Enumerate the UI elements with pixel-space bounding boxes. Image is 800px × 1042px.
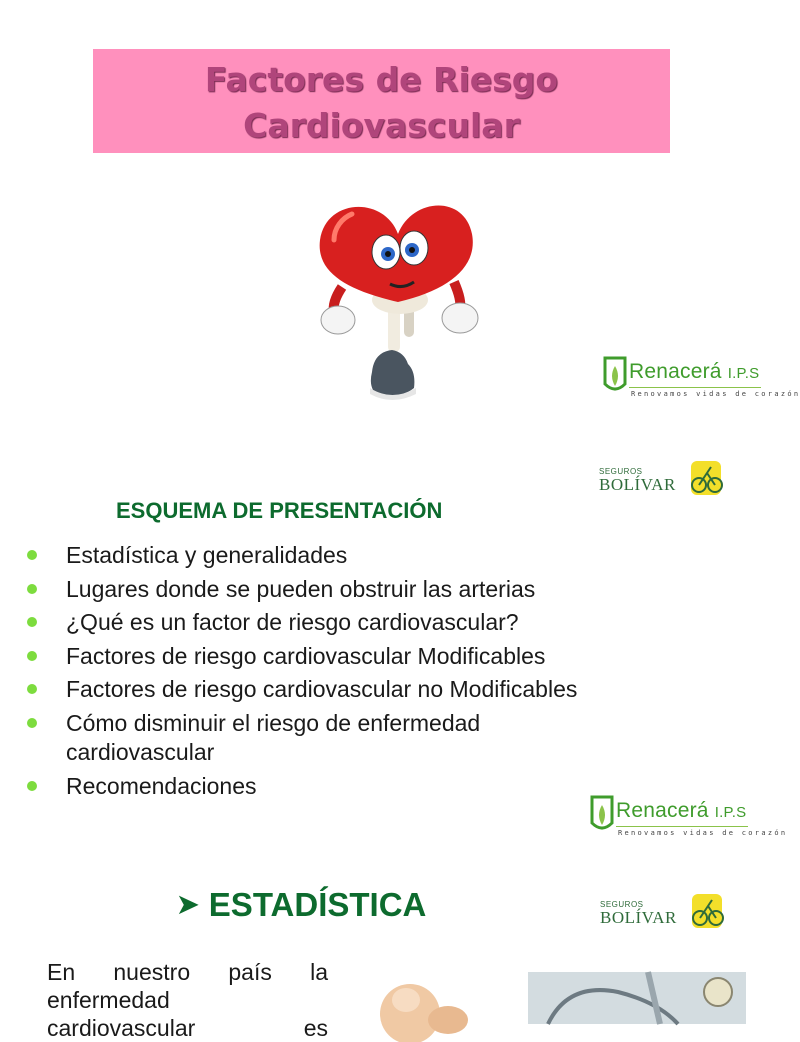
list-item: Recomendaciones — [24, 772, 724, 801]
renacera-brand: Renacerá I.P.S — [629, 360, 760, 383]
renacera-leaf-icon — [588, 793, 616, 837]
cyclist-icon — [688, 892, 728, 932]
renacera-logo-top — [601, 354, 800, 406]
bolivar-small-text: SEGUROS — [600, 900, 644, 909]
bolivar-small-text: SEGUROS — [599, 467, 643, 476]
renacera-tagline: Renovamos vidas de corazón — [631, 390, 800, 398]
renacera-leaf-icon — [601, 354, 629, 398]
title-line-1: Factores de Riesgo — [204, 60, 559, 99]
bolivar-logo-bottom — [600, 892, 730, 934]
arrow-right-icon: ➤ — [177, 889, 199, 919]
bolivar-big-text: BOLÍVAR — [600, 908, 677, 927]
title-line-2: Cardiovascular — [243, 106, 520, 145]
bullet-dot-icon — [27, 718, 37, 728]
list-item: Cómo disminuir el riesgo de enfermedad cardiovascular — [24, 709, 544, 767]
bullet-dot-icon — [27, 617, 37, 627]
heart-hands-photo — [360, 970, 480, 1024]
renacera-logo-bottom — [588, 793, 788, 845]
outline-list — [24, 541, 724, 805]
bolivar-big-text: BOLÍVAR — [599, 475, 676, 494]
list-item: Factores de riesgo cardiovascular no Modificables — [24, 675, 724, 704]
cyclist-icon — [687, 459, 727, 499]
title-banner — [93, 49, 670, 153]
outline-heading: ESQUEMA DE PRESENTACIÓN — [116, 498, 443, 523]
stethoscope-photo — [528, 972, 746, 1024]
bullet-dot-icon — [27, 584, 37, 594]
bullet-dot-icon — [27, 684, 37, 694]
heart-mascot-image — [312, 192, 484, 406]
bullet-dot-icon — [27, 550, 37, 560]
renacera-tagline: Renovamos vidas de corazón — [618, 829, 788, 837]
bullet-dot-icon — [27, 651, 37, 661]
statistics-heading: ➤ ESTADÍSTICA — [177, 886, 427, 923]
statistics-paragraph: En nuestro país la enfermedad cardiovascular es — [47, 959, 328, 1041]
list-item: Lugares donde se pueden obstruir las arterias — [24, 575, 724, 604]
list-item: Factores de riesgo cardiovascular Modificables — [24, 642, 724, 671]
bolivar-logo-top — [599, 459, 729, 501]
bullet-dot-icon — [27, 781, 37, 791]
list-item: Estadística y generalidades — [24, 541, 724, 570]
renacera-brand: Renacerá I.P.S — [616, 799, 747, 822]
list-item: ¿Qué es un factor de riesgo cardiovascular? — [24, 608, 724, 637]
